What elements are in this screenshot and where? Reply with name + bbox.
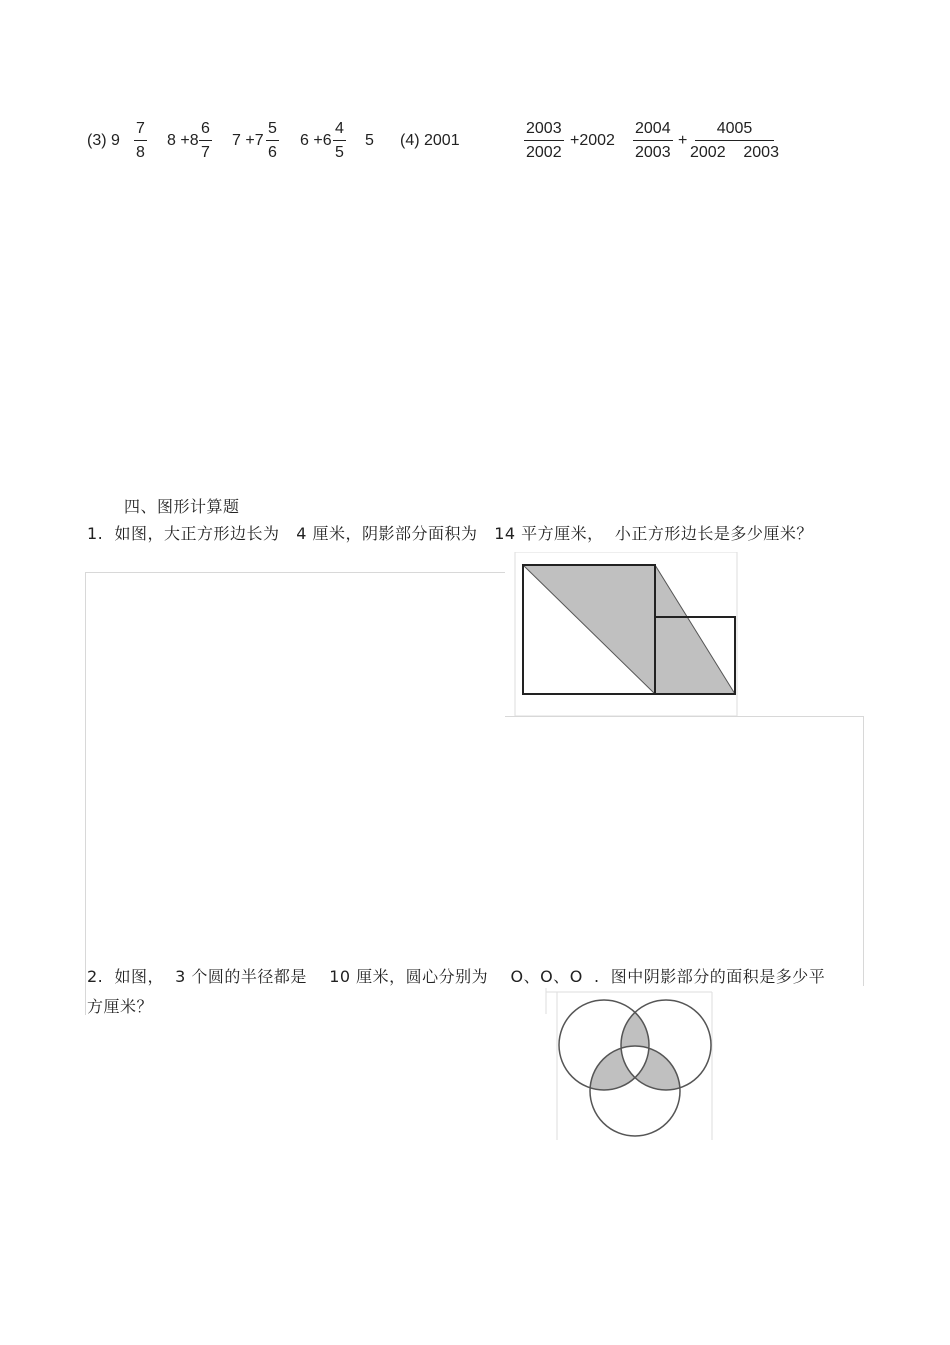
question-1: 1. 如图，大正方形边长为 4 厘米，阴影部分面积为 14 平方厘米， 小正方形边长是多少厘米？: [87, 524, 813, 543]
expr4-term-1: +2002: [570, 132, 615, 149]
expr3-fraction-2: [199, 120, 212, 162]
denominator: 8: [136, 144, 145, 161]
expr4-fraction-1: [524, 120, 564, 162]
section-heading: 四、图形计算题: [124, 497, 240, 516]
question-2-line-2: 方厘米？: [87, 997, 154, 1016]
answer-box-top: [85, 572, 505, 573]
numerator: 6: [199, 120, 212, 141]
numerator: 7: [134, 120, 147, 141]
expr3-term-3: 6 +6: [300, 132, 332, 149]
numerator: 4005: [695, 120, 775, 141]
denominator: 6: [268, 144, 277, 161]
answer-box-left: [85, 572, 86, 1015]
expr4-fraction-3: [690, 120, 779, 162]
denominator: 7: [201, 144, 210, 161]
expr3-fraction-4: [333, 120, 346, 162]
denominator: 2003: [635, 144, 671, 161]
expr3-label: (3) 9: [87, 132, 120, 149]
numerator: 4: [333, 120, 346, 141]
expr4-label: (4) 2001: [400, 132, 460, 149]
denominator: 5: [335, 144, 344, 161]
figure-1-squares: [505, 552, 745, 716]
expr3-term-4: 5: [365, 132, 374, 149]
answer-box-right: [863, 716, 864, 986]
expr3-term-2: 7 +7: [232, 132, 264, 149]
expr4-fraction-2: [633, 120, 673, 162]
expr3-fraction-1: [134, 120, 147, 162]
figure-2-circles: [545, 988, 717, 1140]
expr4-plus: +: [678, 132, 688, 149]
numerator: 5: [266, 120, 279, 141]
denominator: 2002 2003: [690, 144, 779, 161]
expr3-term-1: 8 +8: [167, 132, 199, 149]
numerator: 2003: [524, 120, 564, 141]
denominator: 2002: [526, 144, 562, 161]
expr3-fraction-3: [266, 120, 279, 162]
numerator: 2004: [633, 120, 673, 141]
question-2-line-1: 2. 如图， 3 个圆的半径都是 10 厘米，圆心分别为 O、O、O . 图中阴影部分的面积是多少平: [87, 967, 826, 986]
answer-box-step: [505, 716, 864, 717]
